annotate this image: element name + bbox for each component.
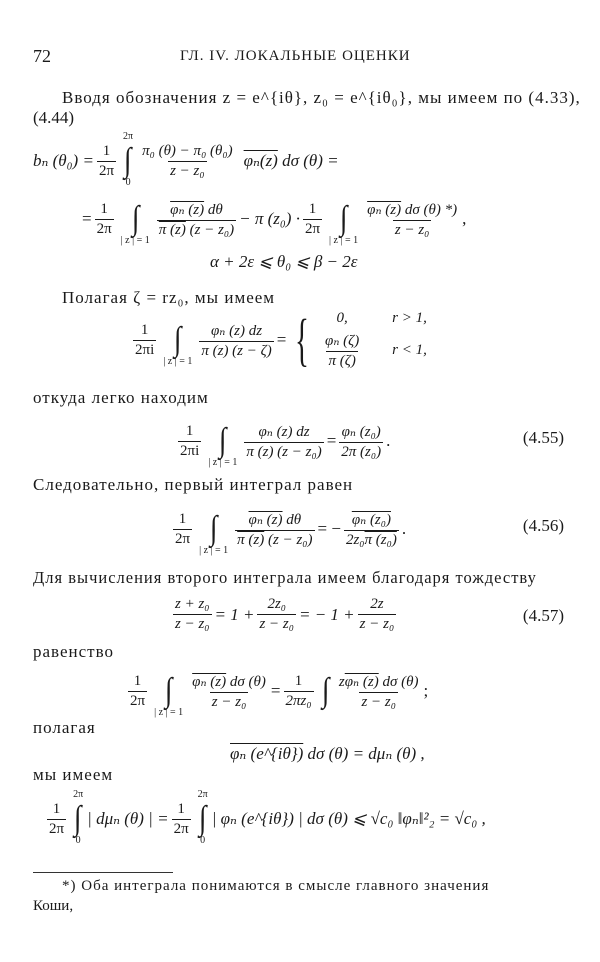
- integral-sign: ∫ | z | = 1: [208, 422, 238, 468]
- fraction: $\frac{\text{φₙ (z₀)}}{\text{2π (z₀)}}$: [341, 423, 382, 460]
- intro-text: Вводя обозначения z = e^{iθ}, z₀ = e^{iθ₀}, мы имеем по (4.33),: [62, 88, 581, 107]
- fraction: $\frac{\text{φₙ (z) dθ}}{\text{π (z) (z − z₀)}}$: [158, 201, 235, 238]
- eq-sign: =: [276, 330, 287, 349]
- intro-ref: (4.44): [33, 108, 75, 127]
- eq-term: φₙ(z): [243, 151, 278, 170]
- for-second-text: Для вычисления второго интеграла имеем благодаря тождеству: [33, 568, 537, 587]
- fraction: $\frac{\text{2z₀}}{\text{z − z₀}}$: [259, 596, 294, 632]
- eq-term: ,: [462, 209, 467, 228]
- eq-term: φₙ (e^{iθ}): [230, 744, 304, 763]
- equation-final: [44, 790, 486, 848]
- integral-sign: ∫ | z | = 1: [163, 321, 193, 367]
- eq-term: ;: [423, 681, 429, 700]
- setting2-text: полагая: [33, 718, 96, 737]
- from-where-text: откуда легко находим: [33, 388, 209, 407]
- fraction: $\frac{1}{2\pi i}$: [135, 321, 155, 358]
- integral-sign: ∫ | z | = 1: [199, 510, 229, 556]
- cases: 0, r > 1, $\frac{\text{φₙ (ζ)}}{\pi (\zeta)}$ r < 1,: [325, 310, 427, 369]
- eq-term: .: [386, 431, 391, 450]
- eq-sign: =: [270, 681, 281, 700]
- setting-text: Полагая ζ = rz₀, мы имеем: [62, 288, 276, 307]
- fraction: $\frac{\text{z + z₀}}{\text{z − z₀}}$: [175, 596, 210, 632]
- fraction: $\frac{1}{2\pi}$: [49, 800, 65, 837]
- page-number: 72: [33, 46, 51, 66]
- integral-sign: ∫ | z | = 1: [120, 200, 150, 246]
- eq-term: − π (z₀) ·: [239, 209, 300, 228]
- equation-4-55: [175, 412, 390, 470]
- equation-number: (4.55): [522, 428, 564, 447]
- equation-bn-line2: [82, 190, 466, 248]
- integral-sign: ∫: [321, 672, 329, 709]
- eq-term: = 1 +: [214, 604, 255, 624]
- equation-4-56: [170, 500, 406, 558]
- eq-term: dσ (θ) =: [282, 151, 339, 170]
- fraction: $\frac{\text{φₙ (z) dσ (θ)}}{\text{z − z₀}}$: [192, 673, 266, 710]
- fraction: $\frac{\text{φₙ (z) dz}}{\pi (z) (z - \zeta)}$: [201, 322, 272, 359]
- eq-lhs: bₙ (θ₀) =: [33, 151, 94, 170]
- fraction: $\frac{\text{φₙ (z) dz}}{\text{π (z) (z − z₀)}}$: [246, 423, 322, 460]
- fraction: $\frac{1}{\text{2πz₀}}$: [285, 672, 312, 709]
- eq-sign: = −: [317, 519, 341, 538]
- equation-range: α + 2ε ⩽ θ₀ ⩽ β − 2ε: [210, 252, 358, 271]
- equation-number: (4.56): [522, 516, 564, 535]
- left-brace: {: [295, 307, 310, 372]
- consequently-text: Следовательно, первый интеграл равен: [33, 475, 354, 494]
- integral-sign: ∫ | z | = 1: [154, 672, 184, 718]
- fraction: $\frac{\text{φₙ (z₀)}}{\text{2z₀π (z₀)}}$: [345, 511, 397, 548]
- chapter-title: ГЛ. IV. ЛОКАЛЬНЫЕ ОЦЕНКИ: [180, 48, 411, 64]
- integral-sign: 2π ∫ 0: [73, 789, 84, 846]
- integral-sign: ∫ | z | = 1: [329, 200, 359, 246]
- we-have-text: мы имеем: [33, 765, 114, 784]
- eq-sign: =: [326, 431, 337, 450]
- fraction: $\frac{1}{2\pi}$: [175, 510, 191, 547]
- fraction: $\frac{1}{2\pi}$: [173, 800, 189, 837]
- eq-term: | dμₙ (θ) | =: [87, 809, 169, 828]
- equation-mu: [230, 744, 425, 764]
- eq-sign: =: [82, 209, 92, 228]
- equation-4-57: [170, 596, 399, 633]
- eq-term: = − 1 +: [298, 604, 355, 624]
- integral-sign: 2π ∫ 0: [197, 789, 208, 846]
- equality-text: равенство: [33, 642, 115, 661]
- footnote-line1: *) Оба интеграла понимаются в смысле главного значения: [62, 878, 490, 894]
- fraction: $\frac{1}{2\pi}$: [130, 672, 146, 709]
- fraction: $\frac{\text{π₀ (θ) − π₀ (θ₀)}}{\text{z − z₀}}$: [142, 142, 233, 179]
- fraction: $\frac{1}{2\pi i}$: [180, 422, 200, 459]
- eq-term: .: [401, 519, 407, 538]
- equation-equality: [125, 662, 428, 720]
- footnote-divider: [33, 872, 173, 873]
- fraction: $\frac{1}{2\pi}$: [98, 142, 115, 179]
- fraction: $\frac{2z}{\text{z − z₀}}$: [359, 596, 395, 632]
- fraction: $\frac{1}{2\pi}$: [96, 200, 112, 237]
- fraction: $\frac{\text{zφₙ (z) dσ (θ)}}{\text{z − z₀}}$: [338, 673, 419, 710]
- fraction: $\frac{\text{φₙ (z) dσ (θ) *)}}{\text{z − z₀}}$: [367, 201, 458, 238]
- fraction: $\frac{1}{2\pi}$: [304, 200, 321, 237]
- equation-cases: [130, 307, 427, 372]
- fraction: $\frac{\text{φₙ (z) dθ}}{\text{π (z) (z − z₀)}}$: [237, 511, 313, 548]
- equation-bn: [33, 132, 339, 190]
- eq-term: | φₙ (e^{iθ}) | dσ (θ) ⩽ √c₀ ‖φₙ‖²₂ = √c₀ ,: [211, 809, 486, 828]
- eq-term: dσ (θ) = dμₙ (θ) ,: [307, 744, 425, 763]
- equation-number: (4.57): [522, 606, 564, 625]
- footnote-line2: Коши,: [33, 898, 74, 914]
- integral-sign: 2π ∫ 0: [123, 131, 134, 188]
